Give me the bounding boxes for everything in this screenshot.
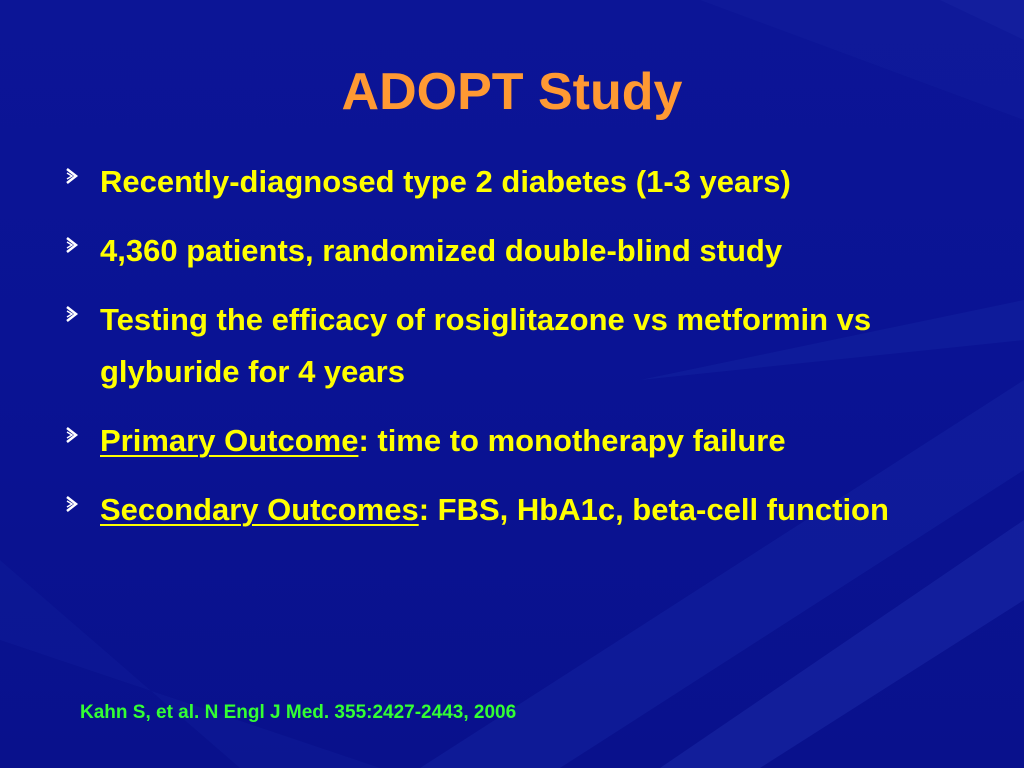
bullet-lead: Testing the efficacy of rosiglitazone vs metformin vs glyburide for 4 years bbox=[100, 302, 872, 389]
secondary-outcomes-label: Secondary Outcomes bbox=[100, 492, 419, 527]
secondary-outcomes-text: : FBS, HbA1c, beta-cell function bbox=[418, 492, 889, 527]
bullet-item bbox=[62, 484, 962, 536]
arrowhead-bullet-icon bbox=[62, 484, 100, 514]
arrowhead-bullet-icon bbox=[62, 156, 100, 186]
bullet-lead: 4,360 patients, randomized double-blind study bbox=[100, 233, 783, 268]
bullet-text bbox=[100, 415, 786, 467]
bullet-item bbox=[62, 225, 962, 277]
primary-outcome-label: Primary Outcome bbox=[100, 423, 359, 458]
bullet-text bbox=[100, 156, 791, 208]
arrowhead-bullet-icon bbox=[62, 294, 100, 324]
citation: Kahn S, et al. N Engl J Med. 355:2427-2443, 2006 bbox=[80, 702, 517, 723]
primary-outcome-text: : time to monotherapy failure bbox=[358, 423, 786, 458]
bullet-list bbox=[62, 156, 962, 553]
bullet-text bbox=[100, 294, 950, 398]
bullet-item bbox=[62, 294, 962, 398]
arrowhead-bullet-icon bbox=[62, 415, 100, 445]
slide-title: ADOPT Study bbox=[341, 63, 683, 121]
arrowhead-bullet-icon bbox=[62, 225, 100, 255]
bullet-item bbox=[62, 415, 962, 467]
bullet-lead: Recently-diagnosed type 2 diabetes (1-3 years) bbox=[100, 164, 791, 199]
bullet-text bbox=[100, 484, 889, 536]
bullet-item bbox=[62, 156, 962, 208]
bullet-text bbox=[100, 225, 782, 277]
